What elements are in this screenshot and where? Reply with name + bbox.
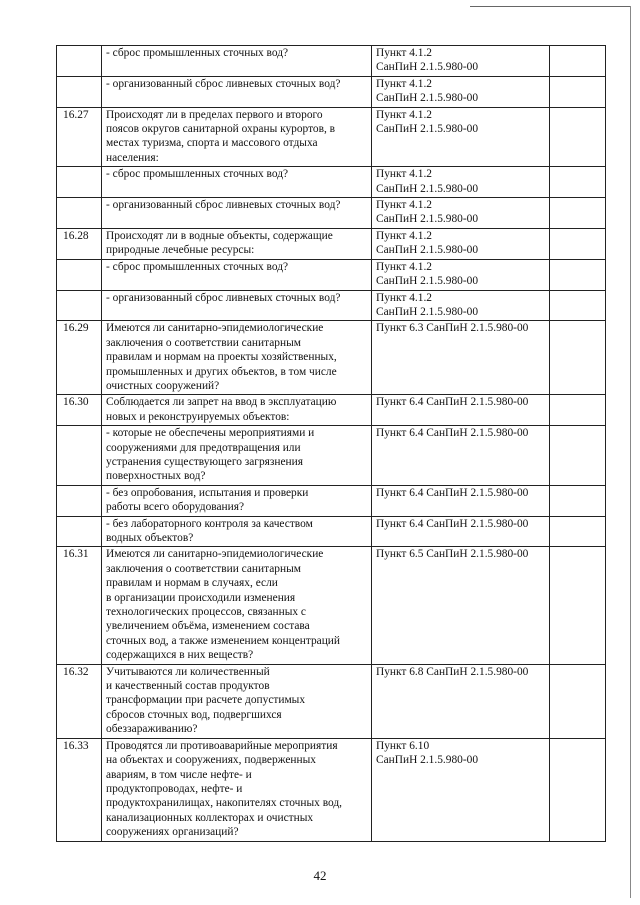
question-cell: - сброс промышленных сточных вод? [102,167,372,198]
page-number: 42 [313,868,327,883]
table-row [57,46,606,77]
item-number-cell: 16.29 [57,321,102,395]
item-number-cell: 16.27 [57,107,102,167]
mark-cell [550,259,606,290]
reference-cell: Пункт 6.8 СанПиН 2.1.5.980-00 [372,664,550,738]
reference-cell: Пункт 6.10 СанПиН 2.1.5.980-00 [372,738,550,841]
item-number-cell [57,167,102,198]
table-row [57,321,606,395]
mark-cell [550,516,606,547]
mark-cell [550,198,606,229]
checklist-body [57,46,606,842]
item-number-cell: 16.32 [57,664,102,738]
item-number-cell: 16.31 [57,547,102,664]
mark-cell [550,738,606,841]
item-number-cell: 16.30 [57,395,102,426]
item-number-cell [57,290,102,321]
table-row [57,738,606,841]
table-row [57,107,606,167]
question-cell: - организованный сброс ливневых сточных вод? [102,76,372,107]
reference-cell: Пункт 4.1.2 СанПиН 2.1.5.980-00 [372,167,550,198]
reference-cell: Пункт 4.1.2 СанПиН 2.1.5.980-00 [372,228,550,259]
question-cell: - без лабораторного контроля за качеством водных объектов? [102,516,372,547]
reference-cell: Пункт 6.4 СанПиН 2.1.5.980-00 [372,426,550,486]
table-row [57,547,606,664]
checklist-table [56,45,606,842]
table-row [57,167,606,198]
reference-cell: Пункт 6.3 СанПиН 2.1.5.980-00 [372,321,550,395]
table-row [57,228,606,259]
question-cell: Имеются ли санитарно-эпидемиологические заключения о соответствии санитарным правилам и нормам на проекты хозяйственных, промышленных и других объектов, в том числе очистных сооружений? [102,321,372,395]
question-cell: Соблюдается ли запрет на ввод в эксплуатацию новых и реконструируемых объектов: [102,395,372,426]
reference-cell: Пункт 6.4 СанПиН 2.1.5.980-00 [372,485,550,516]
item-number-cell [57,426,102,486]
question-cell: Имеются ли санитарно-эпидемиологические заключения о соответствии санитарным правилам и нормам в случаях, если в организации происходили изменения технологических процессов, связанных с увеличением объёма, изменением состава сточных вод, а также изменением концентраций содержащихся в них веществ? [102,547,372,664]
question-cell: - организованный сброс ливневых сточных вод? [102,290,372,321]
reference-cell: Пункт 4.1.2 СанПиН 2.1.5.980-00 [372,76,550,107]
question-cell: Проводятся ли противоаварийные мероприятия на объектах и сооружениях, подверженных авариям, в том числе нефте- и продуктопроводах, нефте- и продуктохранилищах, накопителях сточных вод, канализационных коллекторах и очистных сооружениях организаций? [102,738,372,841]
mark-cell [550,107,606,167]
question-cell: - сброс промышленных сточных вод? [102,259,372,290]
question-cell: Учитываются ли количественный и качественный состав продуктов трансформации при расчете допустимых сбросов сточных вод, подвергшихся обеззараживанию? [102,664,372,738]
mark-cell [550,547,606,664]
mark-cell [550,485,606,516]
mark-cell [550,46,606,77]
mark-cell [550,290,606,321]
reference-cell: Пункт 4.1.2 СанПиН 2.1.5.980-00 [372,290,550,321]
reference-cell: Пункт 4.1.2 СанПиН 2.1.5.980-00 [372,107,550,167]
table-row [57,76,606,107]
question-cell: - сброс промышленных сточных вод? [102,46,372,77]
question-cell: Происходят ли в водные объекты, содержащие природные лечебные ресурсы: [102,228,372,259]
page-edge-right [630,6,631,898]
item-number-cell: 16.33 [57,738,102,841]
table-row [57,290,606,321]
reference-cell: Пункт 4.1.2 СанПиН 2.1.5.980-00 [372,198,550,229]
item-number-cell [57,485,102,516]
item-number-cell [57,198,102,229]
question-cell: - организованный сброс ливневых сточных вод? [102,198,372,229]
reference-cell: Пункт 4.1.2 СанПиН 2.1.5.980-00 [372,259,550,290]
reference-cell: Пункт 4.1.2 СанПиН 2.1.5.980-00 [372,46,550,77]
table-row [57,426,606,486]
mark-cell [550,664,606,738]
question-cell: Происходят ли в пределах первого и второго поясов округов санитарной охраны курортов, в местах туризма, спорта и массового отдыха населения: [102,107,372,167]
mark-cell [550,228,606,259]
item-number-cell [57,76,102,107]
table-row [57,516,606,547]
table-row [57,395,606,426]
mark-cell [550,321,606,395]
reference-cell: Пункт 6.5 СанПиН 2.1.5.980-00 [372,547,550,664]
question-cell: - без опробования, испытания и проверки работы всего оборудования? [102,485,372,516]
reference-cell: Пункт 6.4 СанПиН 2.1.5.980-00 [372,516,550,547]
table-row [57,664,606,738]
mark-cell [550,426,606,486]
mark-cell [550,167,606,198]
table-row [57,198,606,229]
mark-cell [550,395,606,426]
reference-cell: Пункт 6.4 СанПиН 2.1.5.980-00 [372,395,550,426]
table-row [57,259,606,290]
question-cell: - которые не обеспечены мероприятиями и сооружениями для предотвращения или устранения существующего загрязнения поверхностных вод? [102,426,372,486]
page-edge-top [470,6,630,7]
table-row [57,485,606,516]
item-number-cell [57,516,102,547]
item-number-cell [57,259,102,290]
item-number-cell: 16.28 [57,228,102,259]
mark-cell [550,76,606,107]
item-number-cell [57,46,102,77]
